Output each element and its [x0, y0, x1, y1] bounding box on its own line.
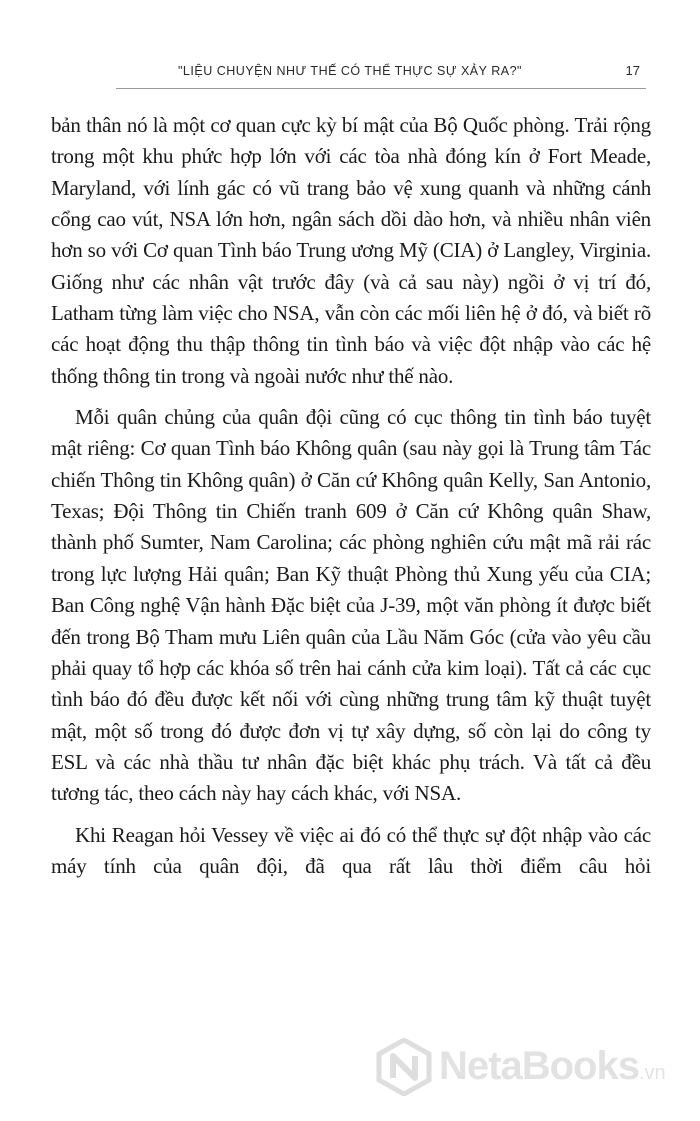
body-text [51, 110, 651, 882]
watermark-text [439, 1044, 666, 1089]
page-number: 17 [625, 63, 640, 78]
paragraph-2: Mỗi quân chủng của quân đội cũng có cục thông tin tình báo tuyệt mật riêng: Cơ quan Tình báo Không quân (sau này gọi là Trung tâm Tác chiến Thông tin Không quân) ở Căn cứ Không quân Kelly, San Antonio, Texas; Đội Thông tin Chiến tranh 609 ở Căn cứ Không quân Shaw, thành phố Sumter, Nam Carolina; các phòng nghiên cứu mật mã rải rác trong lực lượng Hải quân; Ban Kỹ thuật Phòng thủ Xung yếu của CIA; Ban Công nghệ Vận hành Đặc biệt của J-39, một văn phòng ít được biết đến trong Bộ Tham mưu Liên quân của Lầu Năm Góc (cửa vào yêu cầu phải quay tổ hợp các khóa số trên hai cánh cửa kim loại). Tất cả các cục tình báo đó đều được kết nối với cùng những trung tâm kỹ thuật tuyệt mật, một số trong đó được đơn vị tự xây dựng, số còn lại do công ty ESL và các nhà thầu tư nhân đặc biệt khác phụ trách. Và tất cả đều tương tác, theo cách này hay cách khác, với NSA. [51, 405, 651, 806]
watermark [375, 1032, 695, 1112]
paragraph-1: bản thân nó là một cơ quan cực kỳ bí mật của Bộ Quốc phòng. Trải rộng trong một khu phức hợp lớn với các tòa nhà đóng kín ở Fort Meade, Maryland, với lính gác có vũ trang bảo vệ xung quanh và những cánh cổng cao vút, NSA lớn hơn, ngân sách dồi dào hơn, và nhiều nhân viên hơn so với Cơ quan Tình báo Trung ương Mỹ (CIA) ở Langley, Virginia. Giống như các nhân vật trước đây (và cả sau này) ngồi ở vị trí đó, Latham từng làm việc cho NSA, vẫn còn các mối liên hệ ở đó, và biết rõ các hoạt động thu thập thông tin tình báo và việc đột nhập vào các hệ thống thông tin trong và ngoài nước như thế nào. [51, 113, 651, 388]
watermark-suffix: .vn [638, 1062, 666, 1084]
watermark-brand: NetaBooks [439, 1044, 639, 1088]
paragraph-3: Khi Reagan hỏi Vessey về việc ai đó có thể thực sự đột nhập vào các máy tính của quân đội, đã qua rất lâu thời điểm câu hỏi [51, 822, 651, 878]
header-rule [116, 88, 646, 89]
netabooks-logo-icon [375, 1038, 433, 1096]
running-head: "LIỆU CHUYỆN NHƯ THẾ CÓ THỂ THỰC SỰ XẢY RA?" [178, 64, 522, 78]
